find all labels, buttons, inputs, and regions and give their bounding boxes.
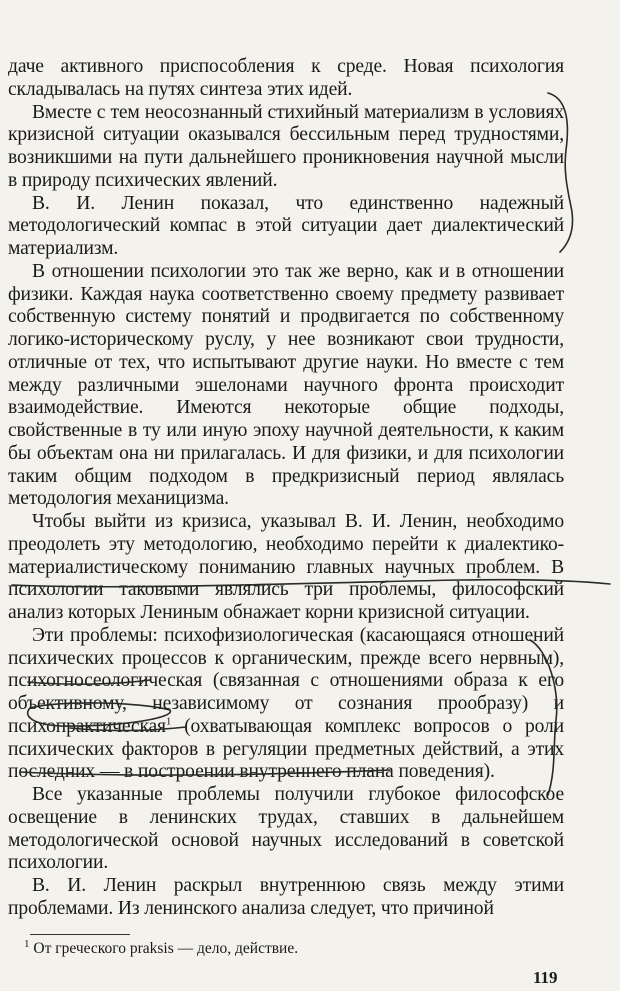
paragraph-8: В. И. Ленин раскрыл внутреннюю связь между этими проблемами. Из ленинского анализа следует, что причиной	[8, 875, 564, 919]
paragraph-6-cont: (охватывающая комплекс вопросов о роли психических факторов в регуляции предметных действий, а этих последних — в построении внутреннего плана поведения).	[8, 715, 565, 783]
paragraph-3: В. И. Ленин показал, что единственно надежный методологический компас в этой ситуации дает диалектический материализм.	[8, 192, 564, 259]
paragraph-6	[8, 625, 564, 784]
footnote-text: От греческого praksis — дело, действие.	[33, 940, 299, 957]
paragraph-2: Вместе с тем неосознанный стихийный материализм в условиях кризисной ситуации оказывался бессильным перед трудностями, возникшими на пути дальнейшего проникновения научной мысли в природу психических явлений.	[8, 101, 564, 191]
paragraph-1: даче активного приспособления к среде. Новая психология складывалась на путях синтеза этих идей.	[8, 56, 564, 100]
paragraph-7: Все указанные проблемы получили глубокое философское освещение в ленинских трудах, ставших в дальнейшем методологической основой научных исследований в советской психологии.	[8, 784, 564, 874]
footnote-mark: 1	[24, 937, 30, 950]
paragraph-4: В отношении психологии это так же верно, как и в отношении физики. Каждая наука соответственно своему предмету развивает собственную систему понятий и продвигается по собственному логико-историческому руслу, у нее возникают свои трудности, отличные от тех, что испытывают другие науки. Но вместе с тем между различными эшелонами научного фронта происходит взаимодействие. Имеются некоторые общие подходы, свойственные в ту или иную эпоху научной деятельности, к каким бы объектам она ни прилагалась. И для физики, и для психологии таким общим подходом в предкризисный период являлась методология механицизма.	[8, 260, 564, 510]
footnote	[24, 937, 544, 958]
paragraph-6-text: Эти проблемы: психофизиологическая (касающаяся отношений психических процессов к органическим, прежде всего нервным), психогносеологическая (связанная с отношениями образа к его объективному, независимому от сознания прообразу) и психопрактическая	[8, 624, 564, 737]
paragraph-5: Чтобы выйти из кризиса, указывал В. И. Ленин, необходимо преодолеть эту методологию, необходимо перейти к диалектико-материалистическому пониманию главных научных проблем. В психологии таковыми являлись три проблемы, философский анализ которых Лениным обнажает корни кризисной ситуации.	[8, 511, 564, 623]
page-number: 119	[533, 968, 558, 987]
footnote-ref: 1	[165, 715, 172, 728]
main-text	[8, 56, 564, 921]
footnote-rule	[30, 934, 130, 935]
